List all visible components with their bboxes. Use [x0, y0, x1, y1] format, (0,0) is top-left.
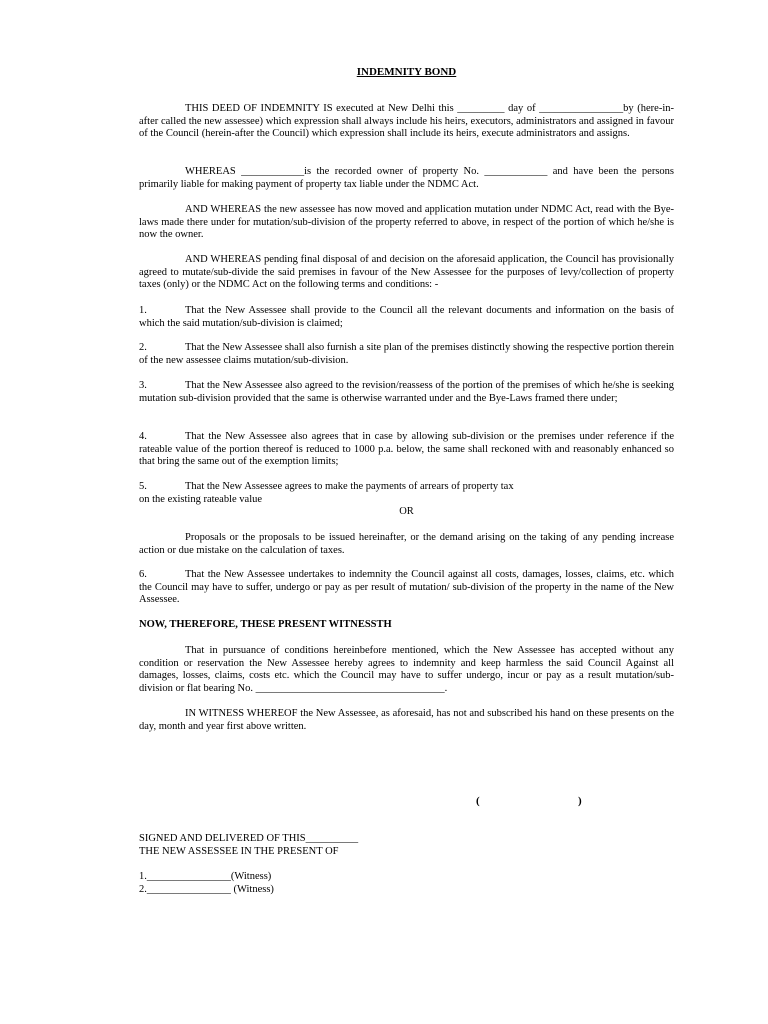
or-separator: OR	[399, 506, 414, 517]
assessee-presence-line: THE NEW ASSESSEE IN THE PRESENT OF	[139, 846, 339, 857]
condition-number: 6.	[139, 569, 147, 580]
whereas-paragraph-2: AND WHEREAS the new assessee has now moved and application mutation under NDMC Act, read with the Bye-laws made there under for mutation/sub-division of the property referred to above, in respect of the portion of which he/she is now the owner.	[139, 204, 674, 241]
condition-text: That the New Assessee shall also furnish a site plan of the premises distinctly showing the respective portion therein of the new assessee claims mutation/sub-division.	[139, 342, 674, 366]
condition-number: 5.	[139, 481, 147, 492]
intro-paragraph: THIS DEED OF INDEMNITY IS executed at New Delhi this _________ day of ________________by (here-in-after called the new assessee) which expression shall always include his heirs, executors, administrators and assigned in favour of the Council (herein-after the Council) which expression shall include its heirs, execute administrators and assigns.	[139, 103, 674, 140]
proposals-paragraph: Proposals or the proposals to be issued hereinafter, or the demand arising on the taking of any pending increase action or due mistake on the calculation of taxes.	[139, 532, 674, 556]
condition-text: That the New Assessee agrees to make the payments of arrears of property tax	[185, 481, 514, 492]
pursuance-paragraph: That in pursuance of conditions hereinbefore mentioned, which the New Assessee has accepted without any condition or reservation the New Assessee hereby agrees to indemnity and keep harmless the said Council Against all damages, losses, claims, costs etc. which the Council may have to suffer undergo, incur or pay as a result mutation/sub-division or flat bearing No. ____________________________________.	[139, 645, 674, 694]
document-title: INDEMNITY BOND	[356, 66, 457, 78]
document-page	[139, 0, 674, 1024]
condition-item-3	[139, 380, 674, 405]
in-witness-paragraph: IN WITNESS WHEREOF the New Assessee, as aforesaid, has not and subscribed his hand on these presents on the day, month and year first above written.	[139, 708, 674, 732]
condition-text: That the New Assessee also agreed to the revision/reassess of the portion of the premises of which he/she is seeking mutation sub-division provided that the same is otherwise warranted under and the Bye-Laws framed there under;	[139, 380, 674, 404]
condition-item-6	[139, 569, 674, 607]
signature-paren-open: (	[476, 795, 480, 807]
signed-delivered-line: SIGNED AND DELIVERED OF THIS__________	[139, 833, 359, 844]
condition-item-5	[139, 481, 674, 494]
condition-number: 2.	[139, 342, 147, 353]
whereas-paragraph-3: AND WHEREAS pending final disposal of and decision on the aforesaid application, the Council has provisionally agreed to mutate/sub-divide the said premises in favour of the New Assessee for the purposes of levy/collection of property taxes (only) or the NDMC Act on the following terms and conditions: -	[139, 254, 674, 291]
condition-text: That the New Assessee undertakes to indemnity the Council against all costs, damages, losses, claims, etc. which the Council may have to suffer, undergo or pay as per result of mutation/ sub-division of the property in the name of the New Assessee.	[139, 569, 674, 606]
condition-item-4	[139, 431, 674, 469]
witness-line-1: 1.________________(Witness)	[139, 871, 272, 882]
condition-item-2	[139, 342, 674, 367]
condition-item-1	[139, 305, 674, 330]
witnesseth-heading: NOW, THEREFORE, THESE PRESENT WITNESSTH	[139, 619, 392, 630]
condition-number: 4.	[139, 431, 147, 442]
witness-line-2: 2.________________ (Witness)	[139, 884, 274, 895]
condition-text: That the New Assessee also agrees that in case by allowing sub-division or the premises under reference if the rateable value of the portion thereof is reduced to 1000 p.a. below, the same shall reckoned with and reasonably enhanced so that bring the same out of the exemption limits;	[139, 431, 674, 468]
condition-number: 1.	[139, 305, 147, 316]
signature-paren-close: )	[578, 795, 582, 807]
condition-text: That the New Assessee shall provide to the Council all the relevant documents and information on the basis of which the said mutation/sub-division is claimed;	[139, 305, 674, 329]
whereas-paragraph-1: WHEREAS ____________is the recorded owner of property No. ____________ and have been the persons primarily liable for making payment of property tax liable under the NDMC Act.	[139, 166, 674, 190]
condition-item-5-continuation: on the existing rateable value	[139, 494, 263, 505]
condition-number: 3.	[139, 380, 147, 391]
